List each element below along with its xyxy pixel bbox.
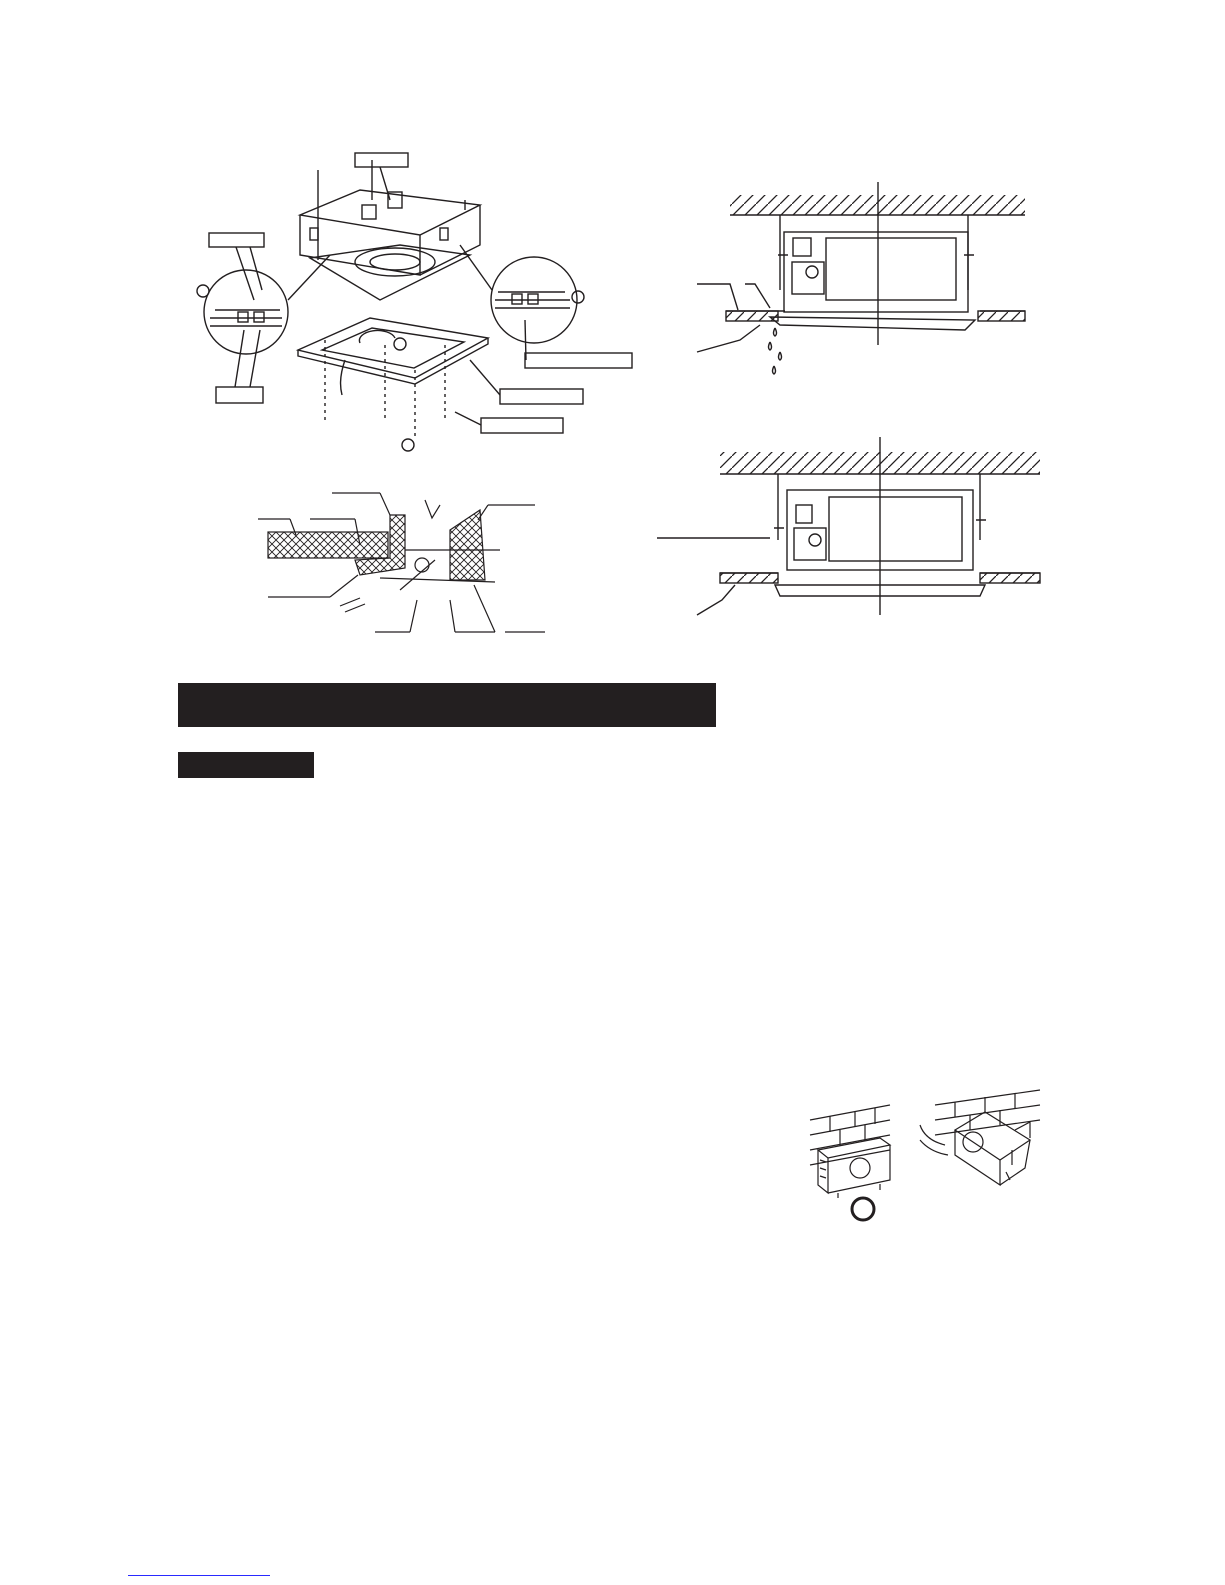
- subsection-header-bar: [178, 752, 314, 778]
- label-box-top: [355, 153, 408, 167]
- step-circle-right: [572, 291, 584, 303]
- unit-level-correct-figure: [655, 435, 1045, 620]
- step-circle-bottom: [402, 439, 414, 451]
- footer-rule: [128, 1575, 270, 1576]
- correct-mark-circle: [852, 1198, 874, 1220]
- drain-detail-section-figure: [250, 485, 550, 635]
- cassette-panel-exploded-figure: [190, 145, 650, 465]
- label-box-right-2: [500, 389, 583, 404]
- outdoor-unit-placement-figure: [805, 1085, 1045, 1230]
- label-box-right-1: [525, 353, 632, 368]
- section-header-bar: [178, 683, 716, 727]
- label-box-left-bottom: [216, 387, 263, 403]
- label-box-right-3: [481, 418, 563, 433]
- step-circle-left: [197, 285, 209, 297]
- unit-not-level-figure: [695, 180, 1035, 375]
- label-box-left-top: [209, 233, 264, 247]
